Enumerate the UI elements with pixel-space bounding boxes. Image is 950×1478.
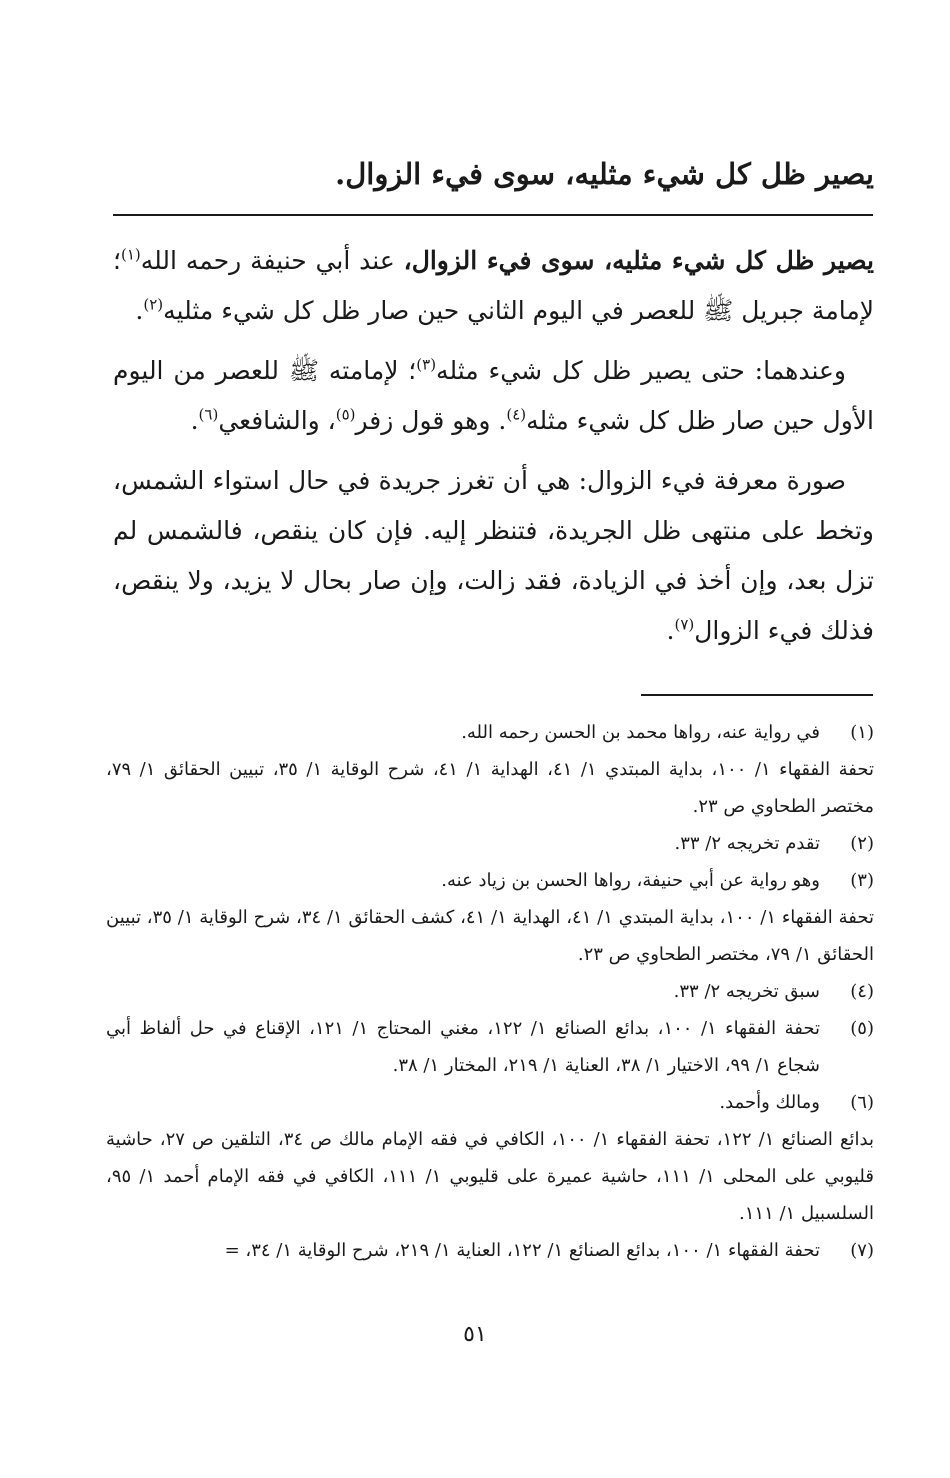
footnote-ref-6[interactable]: (٦) bbox=[198, 405, 219, 424]
footnote-5 bbox=[106, 1010, 874, 1084]
commentary-body bbox=[113, 236, 874, 666]
footnote-number: (٧) bbox=[850, 1240, 874, 1261]
footnote-text: تحفة الفقهاء ١/ ١٠٠، بدائع الصنائع ١/ ١٢٢، العناية ١/ ٢١٩، شرح الوقاية ١/ ٣٤، = bbox=[224, 1240, 820, 1261]
footnote-number: (٣) bbox=[850, 870, 874, 891]
footnote-number: (٦) bbox=[850, 1092, 874, 1113]
footnote-number: (٤) bbox=[850, 981, 874, 1002]
footnote-3-sources: تحفة الفقهاء ١/ ١٠٠، بداية المبتدي ١/ ٤١، الهداية ١/ ٤١، كشف الحقائق ١/ ٣٤، شرح الوقاية ١/ ٣٥، تبيين الحقائق ١/ ٧٩، مختصر الطحاوي ص ٢٣. bbox=[106, 907, 874, 965]
heading-divider bbox=[113, 214, 873, 216]
footnote-6 bbox=[106, 1084, 874, 1121]
footnote-divider bbox=[641, 694, 873, 696]
footnote-6-sources: بدائع الصنائع ١/ ١٢٢، تحفة الفقهاء ١/ ١٠٠، الكافي في فقه الإمام مالك ص ٣٤، التلقين ص ٢٧، حاشية قليوبي على المحلى ١/ ١١١، حاشية عميرة على قليوبي ١/ ١١١، الكافي في فقه الإمام أحمد ١/ ٩٥، السلسبيل ١/ ١١١. bbox=[106, 1129, 874, 1224]
footnote-ref-5[interactable]: (٥) bbox=[335, 405, 356, 424]
footnote-ref-1[interactable]: (١) bbox=[120, 245, 141, 264]
paragraph-1: يصير ظل كل شيء مثليه، سوى فيء الزوال، عند أبي حنيفة رحمه الله$^{(١)}$؛ لإمامة جبريل ﷺ للعصر في اليوم الثاني حين صار ظل كل شيء مثليه$^{(٢)}$. bbox=[113, 245, 874, 325]
footnote-ref-3[interactable]: (٣) bbox=[416, 355, 437, 374]
footnote-1 bbox=[106, 714, 874, 751]
page-number: ٥١ bbox=[463, 1322, 487, 1347]
matn-heading: يصير ظل كل شيء مثليه، سوى فيء الزوال. bbox=[335, 157, 874, 191]
footnote-3 bbox=[106, 862, 874, 899]
footnote-ref-4[interactable]: (٤) bbox=[506, 405, 527, 424]
footnote-text: تحفة الفقهاء ١/ ١٠٠، بدائع الصنائع ١/ ١٢٢، مغني المحتاج ١/ ١٢١، الإقناع في حل ألفاظ أبي شجاع ١/ ٩٩، الاختيار ١/ ٣٨، العناية ١/ ٢١٩، المختار ١/ ٣٨. bbox=[106, 1018, 820, 1076]
footnotes-section bbox=[106, 714, 874, 1269]
footnote-number: (١) bbox=[850, 722, 874, 743]
matn-quote: يصير ظل كل شيء مثليه، سوى فيء الزوال، bbox=[403, 246, 874, 275]
footnote-text: ومالك وأحمد. bbox=[719, 1092, 820, 1113]
footnote-number: (٥) bbox=[850, 1018, 874, 1039]
footnote-number: (٢) bbox=[850, 833, 874, 854]
footnote-1-sources: تحفة الفقهاء ١/ ١٠٠، بداية المبتدي ١/ ٤١، الهداية ١/ ٤١، شرح الوقاية ١/ ٣٥، تبيين الحقائق ١/ ٧٩، مختصر الطحاوي ص ٢٣. bbox=[106, 759, 875, 817]
footnote-text: تقدم تخريجه ٢/ ٣٣. bbox=[674, 833, 820, 854]
footnote-text: وهو رواية عن أبي حنيفة، رواها الحسن بن زياد عنه. bbox=[441, 870, 820, 891]
footnote-text: سبق تخريجه ٢/ ٣٣. bbox=[673, 981, 820, 1002]
footnote-ref-2[interactable]: (٢) bbox=[143, 295, 164, 314]
footnote-7 bbox=[106, 1232, 874, 1269]
footnote-2 bbox=[106, 825, 874, 862]
paragraph-3: صورة معرفة فيء الزوال: هي أن تغرز جريدة في حال استواء الشمس، وتخط على منتهى ظل الجريدة، فتنظر إليه. فإن كان ينقص، فالشمس لم تزل بعد، وإن أخذ في الزيادة، فقد زالت، وإن صار بحال لا يزيد، ولا ينقص، فذلك فيء الزوال$^{(٧)}$. bbox=[113, 466, 875, 645]
footnote-ref-7[interactable]: (٧) bbox=[674, 615, 695, 634]
paragraph-2: وعندهما: حتى يصير ظل كل شيء مثله$^{(٣)}$؛ لإمامته ﷺ للعصر من اليوم الأول حين صار ظل كل شيء مثله$^{(٤)}$. وهو قول زفر$^{(٥)}$، والشافعي$^{(٦)}$. bbox=[113, 355, 874, 435]
footnote-text: في رواية عنه، رواها محمد بن الحسن رحمه الله. bbox=[461, 722, 820, 743]
footnote-4 bbox=[106, 973, 874, 1010]
